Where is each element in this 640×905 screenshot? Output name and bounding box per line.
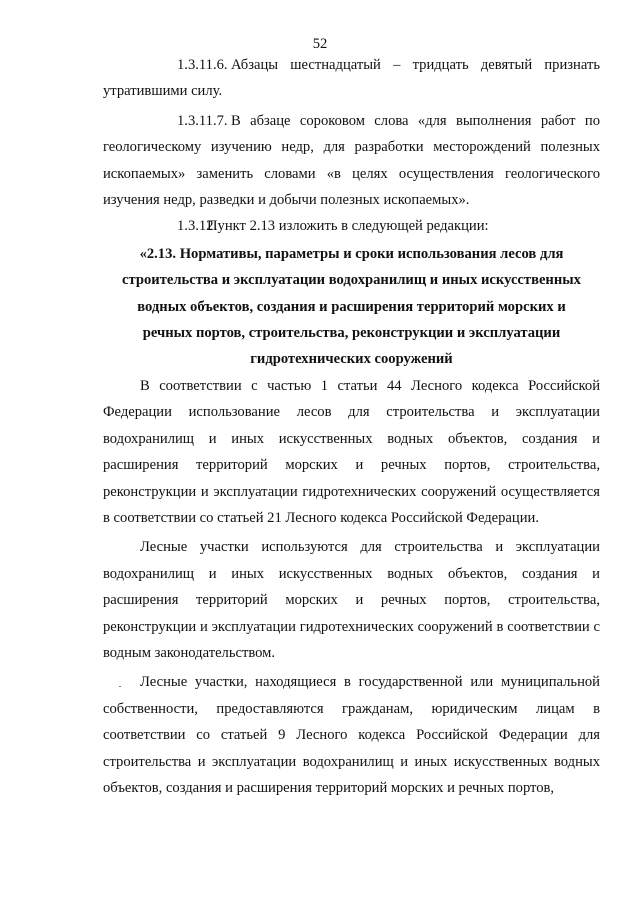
paragraph: Лесные участки, находящиеся в государственной или муниципальной собственности, предоставляются гражданам, юридическим лицам в соответствии со статьей 9 Лесного кодекса Российской Федерации для строительства и эксплуатации водохранилищ и иных искусственных водных объектов, создания и расширения территорий морских и речных портов, [103,674,600,796]
heading-line: водных объектов, создания и расширения территорий морских и [137,298,566,315]
heading-line: речных портов, строительства, реконструкции и эксплуатации [142,325,561,342]
page-number: 52 [312,36,328,52]
item-number: 1.3.12. [177,218,218,235]
section-heading [103,241,600,373]
scan-speck [119,686,121,687]
item-1-3-11-6 [103,52,600,105]
document-body [103,52,600,801]
heading-line: строительства и эксплуатации водохранилищ и иных искусственных [122,272,581,289]
item-text: Пункт 2.13 изложить в следующей редакции: [207,218,489,235]
item-1-3-11-7 [103,108,600,214]
item-text: Абзацы шестнадцатый – тридцать девятый признать утратившими силу. [103,57,600,100]
item-1-3-12 [103,213,600,239]
paragraph: В соответствии с частью 1 статьи 44 Лесного кодекса Российской Федерации использование лесов для строительства и эксплуатации водохранилищ и иных искусственных водных объектов, создания и расширения территорий морских и речных портов, строительства, реконструкции и эксплуатации гидротехнических сооружений осуществляется в соответствии со статьей 21 Лесного кодекса Российской Федерации. [103,377,600,526]
item-text: В абзаце сороковом слова «для выполнения работ по геологическому изучению недр, для разработки месторождений полезных ископаемых» заменить словами «в целях осуществления геологического изучения недр, разведки и добычи полезных ископаемых». [103,112,600,209]
item-number: 1.3.11.6. [177,57,228,73]
heading-line: гидротехнических сооружений [250,351,453,368]
heading-line: «2.13. Нормативы, параметры и сроки использования лесов для [139,245,564,262]
item-number: 1.3.11.7. [177,112,228,129]
paragraph: Лесные участки используются для строительства и эксплуатации водохранилищ и иных искусственных водных объектов, создания и расширения территорий морских и речных портов, строительства, реконструкции и эксплуатации гидротехнических сооружений в соответствии с водным законодательством. [103,539,600,661]
